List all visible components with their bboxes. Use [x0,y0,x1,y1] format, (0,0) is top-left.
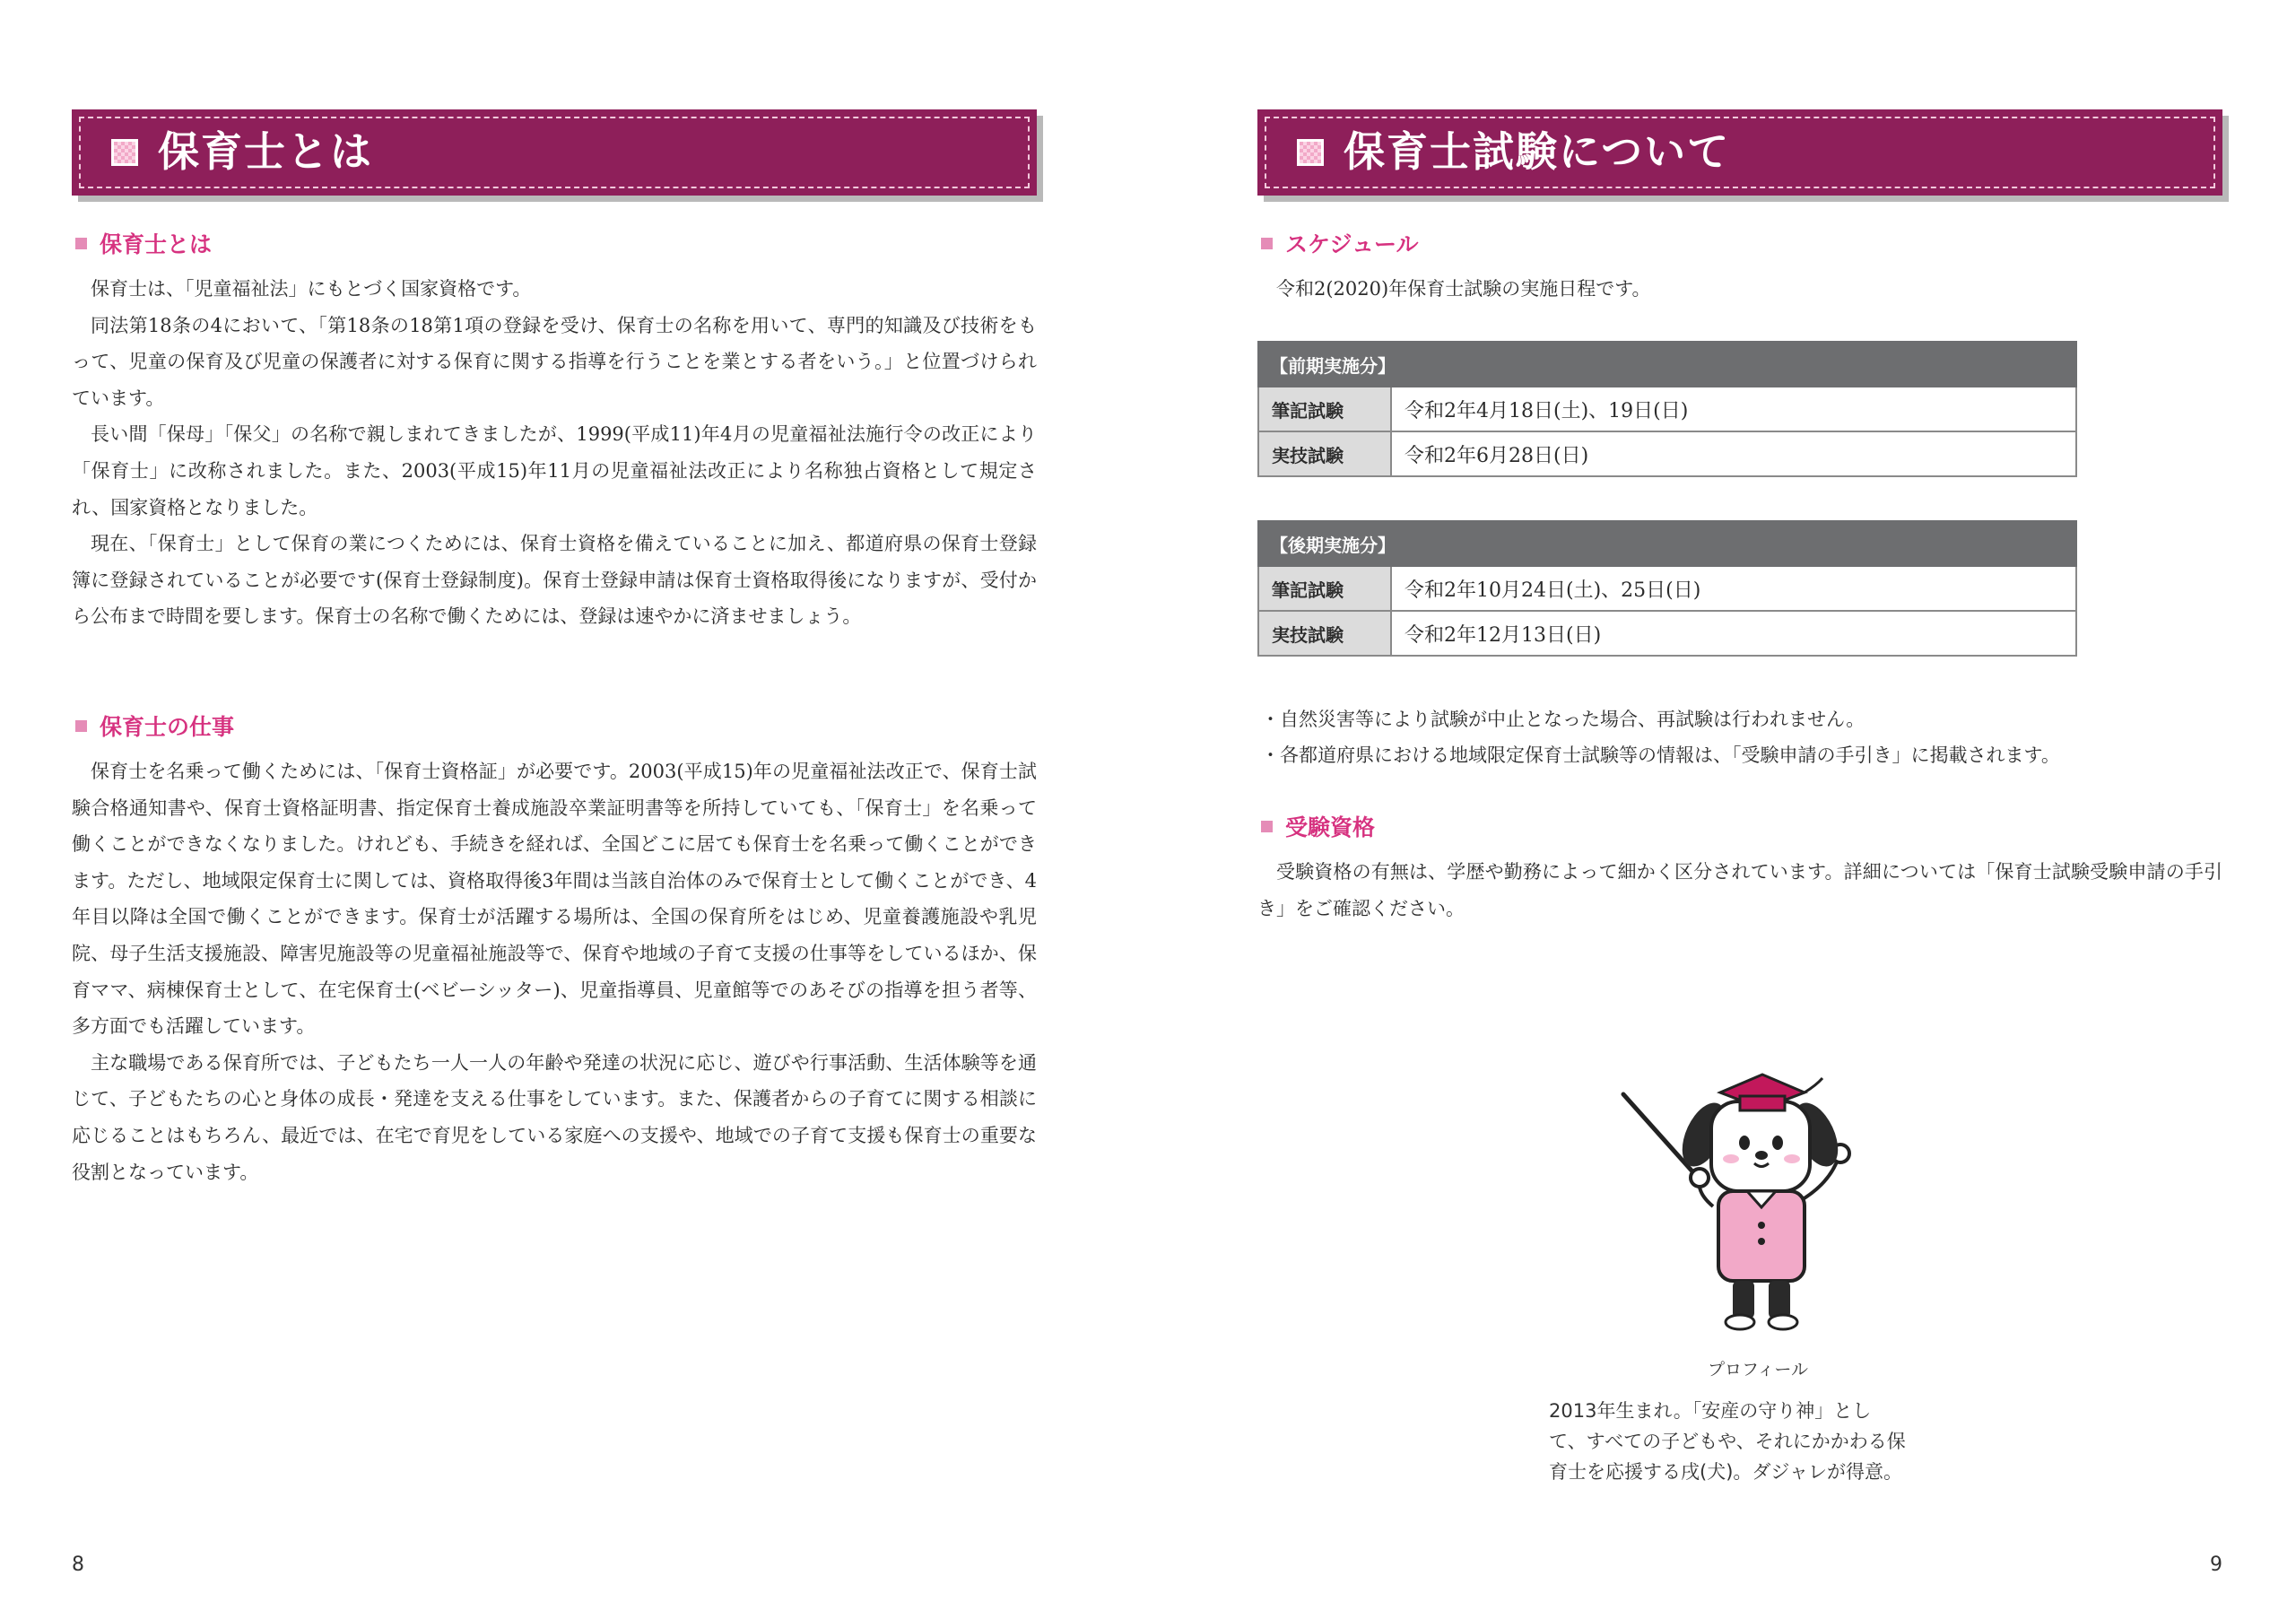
row-value: 令和2年6月28日(日) [1391,431,2076,476]
paragraph: 同法第18条の4において、「第18条の18第1項の登録を受け、保育士の名称を用いて、専門的知識及び技術をもって、児童の保育及び児童の保護者に対する保育に関する指導を行うことを業とする者をいう。」と位置づけられています。 [72,314,1037,409]
table-row [1258,566,2076,611]
row-value: 令和2年4月18日(土)、19日(日) [1391,387,2076,431]
paragraph: 主な職場である保育所では、子どもたち一人一人の年齢や発達の状況に応じ、遊びや行事活動、生活体験等を通じて、子どもたちの心と身体の成長・発達を支える仕事をしています。また、保護者からの子育てに関する相談に応じることはもちろん、最近では、在宅で育児をしている家庭への支援や、地域での子育て支援も保育士の重要な役割となっています。 [72,1051,1037,1183]
schedule-notes [1261,701,2226,773]
paragraph: 現在、「保育士」として保育の業につくためには、保育士資格を備えていることに加え、都道府県の保育士登録簿に登録されていることが必要です(保育士登録制度)。保育士登録申請は保育士資格取得後になりますが、受付から公布まで時間を要します。保育士の名称で働くためには、登録は速やかに済ませましょう。 [72,533,1037,628]
bullet-square-icon [75,238,87,249]
paragraph: 保育士を名乗って働くためには、「保育士資格証」が必要です。2003(平成15)年の児童福祉法改正で、保育士試験合格通知書や、保育士資格証明書、指定保育士養成施設卒業証明書等を所持していても、「保育士」を名乗って働くことができなくなりました。けれども、手続きを経れば、全国どこに居ても保育士を名乗って働くことができます。ただし、地域限定保育士に関しては、資格取得後3年間は当該自治体のみで保育士として働くことができ、4年目以降は全国で働くことができます。保育士が活躍する場所は、全国の保育所をはじめ、児童養護施設や乳児院、母子生活支援施設、障害児施設等の児童福祉施設等で、保育や地域の子育て支援の仕事等をしているほか、保育ママ、病棟保育士として、在宅保育士(ベビーシッター)、児童指導員、児童館等でのあそびの指導を担う者等、多方面でも活躍しています。 [72,761,1037,1038]
row-label: 実技試験 [1258,611,1391,656]
bullet-square-icon [1261,821,1273,832]
note-item: ・自然災害等により試験が中止となった場合、再試験は行われません。 [1261,709,1866,730]
row-value: 令和2年10月24日(土)、25日(日) [1391,566,2076,611]
table-header: 【前期実施分】 [1258,342,2076,387]
note-item: ・各都道府県における地域限定保育士試験等の情報は、「受験申請の手引き」に掲載されます。 [1261,744,2060,766]
bullet-square-icon [75,720,87,732]
row-label: 筆記試験 [1258,566,1391,611]
schedule-table-first-half [1257,341,2077,477]
section-heading-about: 保育士とは [75,230,212,260]
eligibility-text: 受験資格の有無は、学歴や勤務によって細かく区分されています。詳細については「保育士試験受験申請の手引き」をご確認ください。 [1257,861,2222,919]
dog-mascot-illustration [1614,1049,1883,1336]
section-heading-schedule: スケジュール [1261,230,1419,260]
about-body [72,271,1037,635]
paragraph: 長い間「保母」「保父」の名称で親しまれてきましたが、1999(平成11)年4月の児童福祉法施行令の改正により「保育士」に改称されました。また、2003(平成15)年11月の児童福祉法改正により名称独占資格として規定され、国家資格となりました。 [72,423,1037,518]
row-label: 筆記試験 [1258,387,1391,431]
paragraph: 保育士は、「児童福祉法」にもとづく国家資格です。 [91,278,532,300]
right-page [1148,0,2296,1619]
table-row [1258,387,2076,431]
checker-square-icon [1297,139,1324,166]
left-title-banner [72,109,1037,196]
section-heading-eligibility: 受験資格 [1261,813,1375,843]
section-heading-work: 保育士の仕事 [75,712,234,743]
right-title-banner [1257,109,2222,196]
table-header: 【後期実施分】 [1258,521,2076,566]
right-banner-title: 保育士試験について [1344,127,1731,176]
schedule-intro: 令和2(2020)年保育士試験の実施日程です。 [1276,278,1651,300]
profile-title: プロフィール [1707,1360,1809,1380]
row-value: 令和2年12月13日(日) [1391,611,2076,656]
bullet-square-icon [1261,238,1273,249]
left-banner-title: 保育士とは [158,127,373,176]
page-number-right: 9 [2210,1554,2222,1576]
row-label: 実技試験 [1258,431,1391,476]
checker-square-icon [111,139,138,166]
work-body [72,753,1037,1190]
profile-text: 2013年生まれ。「安産の守り神」として、すべての子どもや、それにかかわる保育士を応援する戌(犬)。ダジャレが得意。 [1549,1400,1906,1483]
page-number-left: 8 [72,1554,84,1576]
schedule-table-second-half [1257,520,2077,657]
table-row [1258,431,2076,476]
table-row [1258,611,2076,656]
